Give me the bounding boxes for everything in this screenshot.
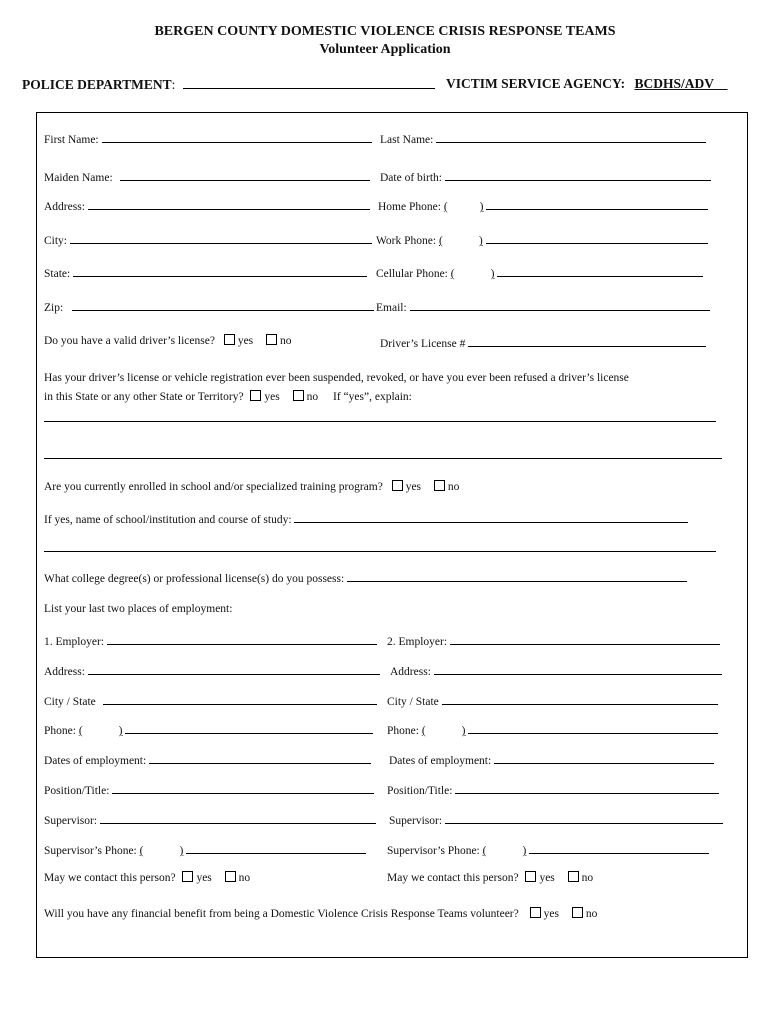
- suspended-yes-checkbox[interactable]: [250, 390, 261, 401]
- employer1-contact-yes-label: yes: [196, 872, 212, 884]
- state-label: State:: [44, 268, 71, 280]
- license-question: Do you have a valid driver’s license?: [44, 335, 215, 347]
- school-yes-label: yes: [405, 481, 422, 493]
- cell-phone-label: Cellular Phone:: [376, 268, 448, 280]
- suspended-question-line1: Has your driver’s license or vehicle registration ever been suspended, revoked, or have you ever been refused a driver’s license: [44, 372, 629, 384]
- employer2-phone-row: Phone: ( ): [387, 721, 718, 737]
- form-subtitle: Volunteer Application: [319, 42, 451, 57]
- first-name-label: First Name:: [44, 134, 99, 146]
- school-yes-checkbox[interactable]: [392, 480, 403, 491]
- dob-label: Date of birth:: [380, 172, 442, 184]
- address-field[interactable]: [88, 197, 370, 210]
- employer2-phone-label: Phone:: [387, 725, 419, 737]
- degree-row: [44, 569, 687, 585]
- employer1-address-field[interactable]: [88, 662, 380, 675]
- employer1-city-row: [44, 692, 377, 708]
- employer1-contact-row: [44, 871, 250, 884]
- police-department-field[interactable]: [183, 76, 435, 89]
- financial-yes-label: yes: [543, 908, 559, 920]
- first-name-field[interactable]: [102, 130, 372, 143]
- license-number-row: [380, 334, 706, 350]
- employer2-contact-no-label: no: [581, 872, 594, 884]
- address-label: Address:: [44, 201, 85, 213]
- victim-agency-label: VICTIM SERVICE AGENCY:: [446, 76, 626, 91]
- zip-label: Zip:: [44, 302, 64, 314]
- employer2-contact-yes-label: yes: [539, 872, 555, 884]
- employer2-contact-question: May we contact this person?: [387, 872, 519, 884]
- city-field[interactable]: [70, 231, 372, 244]
- license-number-label: Driver’s License #: [380, 338, 466, 350]
- employer1-position-label: Position/Title:: [44, 785, 110, 797]
- employer1-sup-phone-row: Supervisor’s Phone: ( ): [44, 841, 366, 857]
- employer2-row: [387, 632, 720, 648]
- school-name-field-line2[interactable]: [44, 551, 716, 552]
- employer2-dates-label: Dates of employment:: [389, 755, 492, 767]
- zip-row: [44, 298, 374, 314]
- email-label: Email:: [376, 302, 407, 314]
- financial-question: Will you have any financial benefit from being a Domestic Violence Crisis Response Teams volunteer?: [44, 908, 519, 920]
- employer1-supervisor-label: Supervisor:: [44, 815, 98, 827]
- employer1-phone-row: Phone: ( ): [44, 721, 373, 737]
- employer1-supervisor-row: [44, 811, 376, 827]
- employer2-dates-row: [389, 751, 714, 767]
- employer2-sup-phone-row: Supervisor’s Phone: ( ): [387, 841, 709, 857]
- financial-yes-checkbox[interactable]: [530, 907, 541, 918]
- zip-field[interactable]: [72, 298, 374, 311]
- employer2-city-row: [387, 692, 718, 708]
- maiden-name-row: [44, 168, 370, 184]
- license-number-field[interactable]: [468, 334, 706, 347]
- maiden-name-field[interactable]: [120, 168, 370, 181]
- degree-label: What college degree(s) or professional license(s) do you possess:: [44, 573, 345, 585]
- financial-no-checkbox[interactable]: [572, 907, 583, 918]
- cell-phone-field[interactable]: [497, 264, 703, 277]
- last-name-row: [380, 130, 706, 146]
- last-name-field[interactable]: [436, 130, 706, 143]
- school-name-label: If yes, name of school/institution and course of study:: [44, 514, 292, 526]
- employer1-contact-yes-checkbox[interactable]: [182, 871, 193, 882]
- school-no-checkbox[interactable]: [434, 480, 445, 491]
- employer1-phone-label: Phone:: [44, 725, 76, 737]
- employer2-field[interactable]: [450, 632, 720, 645]
- employer1-dates-row: [44, 751, 371, 767]
- suspended-no-checkbox[interactable]: [293, 390, 304, 401]
- maiden-name-label: Maiden Name:: [44, 172, 113, 184]
- employer2-contact-no-checkbox[interactable]: [568, 871, 579, 882]
- license-yes-label: yes: [237, 335, 254, 347]
- explain-field-line1[interactable]: [44, 421, 716, 422]
- employer1-position-field[interactable]: [112, 781, 374, 794]
- employer2-supervisor-label: Supervisor:: [389, 815, 443, 827]
- license-no-checkbox[interactable]: [266, 334, 277, 345]
- employer2-supervisor-row: [389, 811, 723, 827]
- employer2-position-label: Position/Title:: [387, 785, 453, 797]
- license-yes-checkbox[interactable]: [224, 334, 235, 345]
- employer1-contact-no-label: no: [238, 872, 251, 884]
- school-question: Are you currently enrolled in school and/or specialized training program?: [44, 481, 383, 493]
- home-phone-row: Home Phone: ( ): [378, 197, 708, 213]
- school-name-field[interactable]: [294, 510, 688, 523]
- work-phone-row: Work Phone: ( ): [376, 231, 708, 247]
- employer2-contact-yes-checkbox[interactable]: [525, 871, 536, 882]
- last-name-label: Last Name:: [380, 134, 434, 146]
- employer2-sup-phone-field[interactable]: [529, 841, 709, 854]
- employer1-contact-no-checkbox[interactable]: [225, 871, 236, 882]
- explain-label: If “yes”, explain:: [333, 391, 412, 403]
- employer2-sup-phone-label: Supervisor’s Phone:: [387, 845, 480, 857]
- employer1-position-row: [44, 781, 374, 797]
- school-question-row: [44, 480, 459, 493]
- school-name-row: [44, 510, 688, 526]
- form-title: BERGEN COUNTY DOMESTIC VIOLENCE CRISIS RESPONSE TEAMS: [154, 24, 616, 39]
- first-name-row: [44, 130, 372, 146]
- employer1-row: [44, 632, 377, 648]
- employer1-dates-label: Dates of employment:: [44, 755, 147, 767]
- suspended-question-line2: in this State or any other State or Territory?: [44, 391, 244, 403]
- employer1-sup-phone-field[interactable]: [186, 841, 366, 854]
- employer1-supervisor-field[interactable]: [100, 811, 376, 824]
- employer2-dates-field[interactable]: [494, 751, 714, 764]
- police-department-row: POLICE DEPARTMENT:: [22, 76, 435, 93]
- state-row: [44, 264, 367, 280]
- city-row: [44, 231, 372, 247]
- employer1-address-label: Address:: [44, 666, 85, 678]
- employer1-city-field[interactable]: [103, 692, 377, 705]
- employer1-phone-field[interactable]: [125, 721, 373, 734]
- suspended-no-label: no: [306, 391, 319, 403]
- employer2-phone-field[interactable]: [468, 721, 718, 734]
- home-phone-field[interactable]: [486, 197, 708, 210]
- employer2-city-label: City / State: [387, 696, 439, 708]
- degree-field[interactable]: [347, 569, 687, 582]
- city-label: City:: [44, 235, 68, 247]
- license-no-label: no: [280, 335, 292, 347]
- employer2-label: 2. Employer:: [387, 636, 448, 648]
- financial-no-label: no: [585, 908, 598, 920]
- employer1-dates-field[interactable]: [149, 751, 371, 764]
- employer2-supervisor-field[interactable]: [445, 811, 723, 824]
- employer2-address-field[interactable]: [434, 662, 722, 675]
- license-question-row: [44, 334, 292, 347]
- employer1-field[interactable]: [107, 632, 377, 645]
- employment-intro: List your last two places of employment:: [44, 603, 233, 615]
- employer2-contact-row: [387, 871, 593, 884]
- employer2-position-field[interactable]: [455, 781, 719, 794]
- victim-agency-row: VICTIM SERVICE AGENCY: BCDHS/ADV__: [446, 76, 728, 91]
- home-phone-label: Home Phone:: [378, 201, 441, 213]
- employer1-label: 1. Employer:: [44, 636, 105, 648]
- work-phone-field[interactable]: [486, 231, 708, 244]
- address-row: [44, 197, 370, 213]
- dob-field[interactable]: [445, 168, 711, 181]
- email-field[interactable]: [410, 298, 710, 311]
- employer2-city-field[interactable]: [442, 692, 718, 705]
- employer1-contact-question: May we contact this person?: [44, 872, 176, 884]
- employer2-address-row: [390, 662, 722, 678]
- employer1-sup-phone-label: Supervisor’s Phone:: [44, 845, 137, 857]
- suspended-question-row: [44, 390, 412, 403]
- victim-agency-value: BCDHS/ADV: [634, 76, 714, 91]
- financial-row: [44, 907, 597, 920]
- work-phone-label: Work Phone:: [376, 235, 437, 247]
- employer1-address-row: [44, 662, 380, 678]
- employer2-position-row: [387, 781, 719, 797]
- email-row: [376, 298, 710, 314]
- state-field[interactable]: [73, 264, 367, 277]
- employer2-address-label: Address:: [390, 666, 431, 678]
- school-no-label: no: [447, 481, 460, 493]
- dob-row: [380, 168, 711, 184]
- suspended-yes-label: yes: [264, 391, 280, 403]
- police-department-label: POLICE DEPARTMENT: [22, 77, 172, 92]
- explain-field-line2[interactable]: [44, 458, 722, 459]
- employer1-city-label: City / State: [44, 696, 96, 708]
- cell-phone-row: Cellular Phone: ( ): [376, 264, 703, 280]
